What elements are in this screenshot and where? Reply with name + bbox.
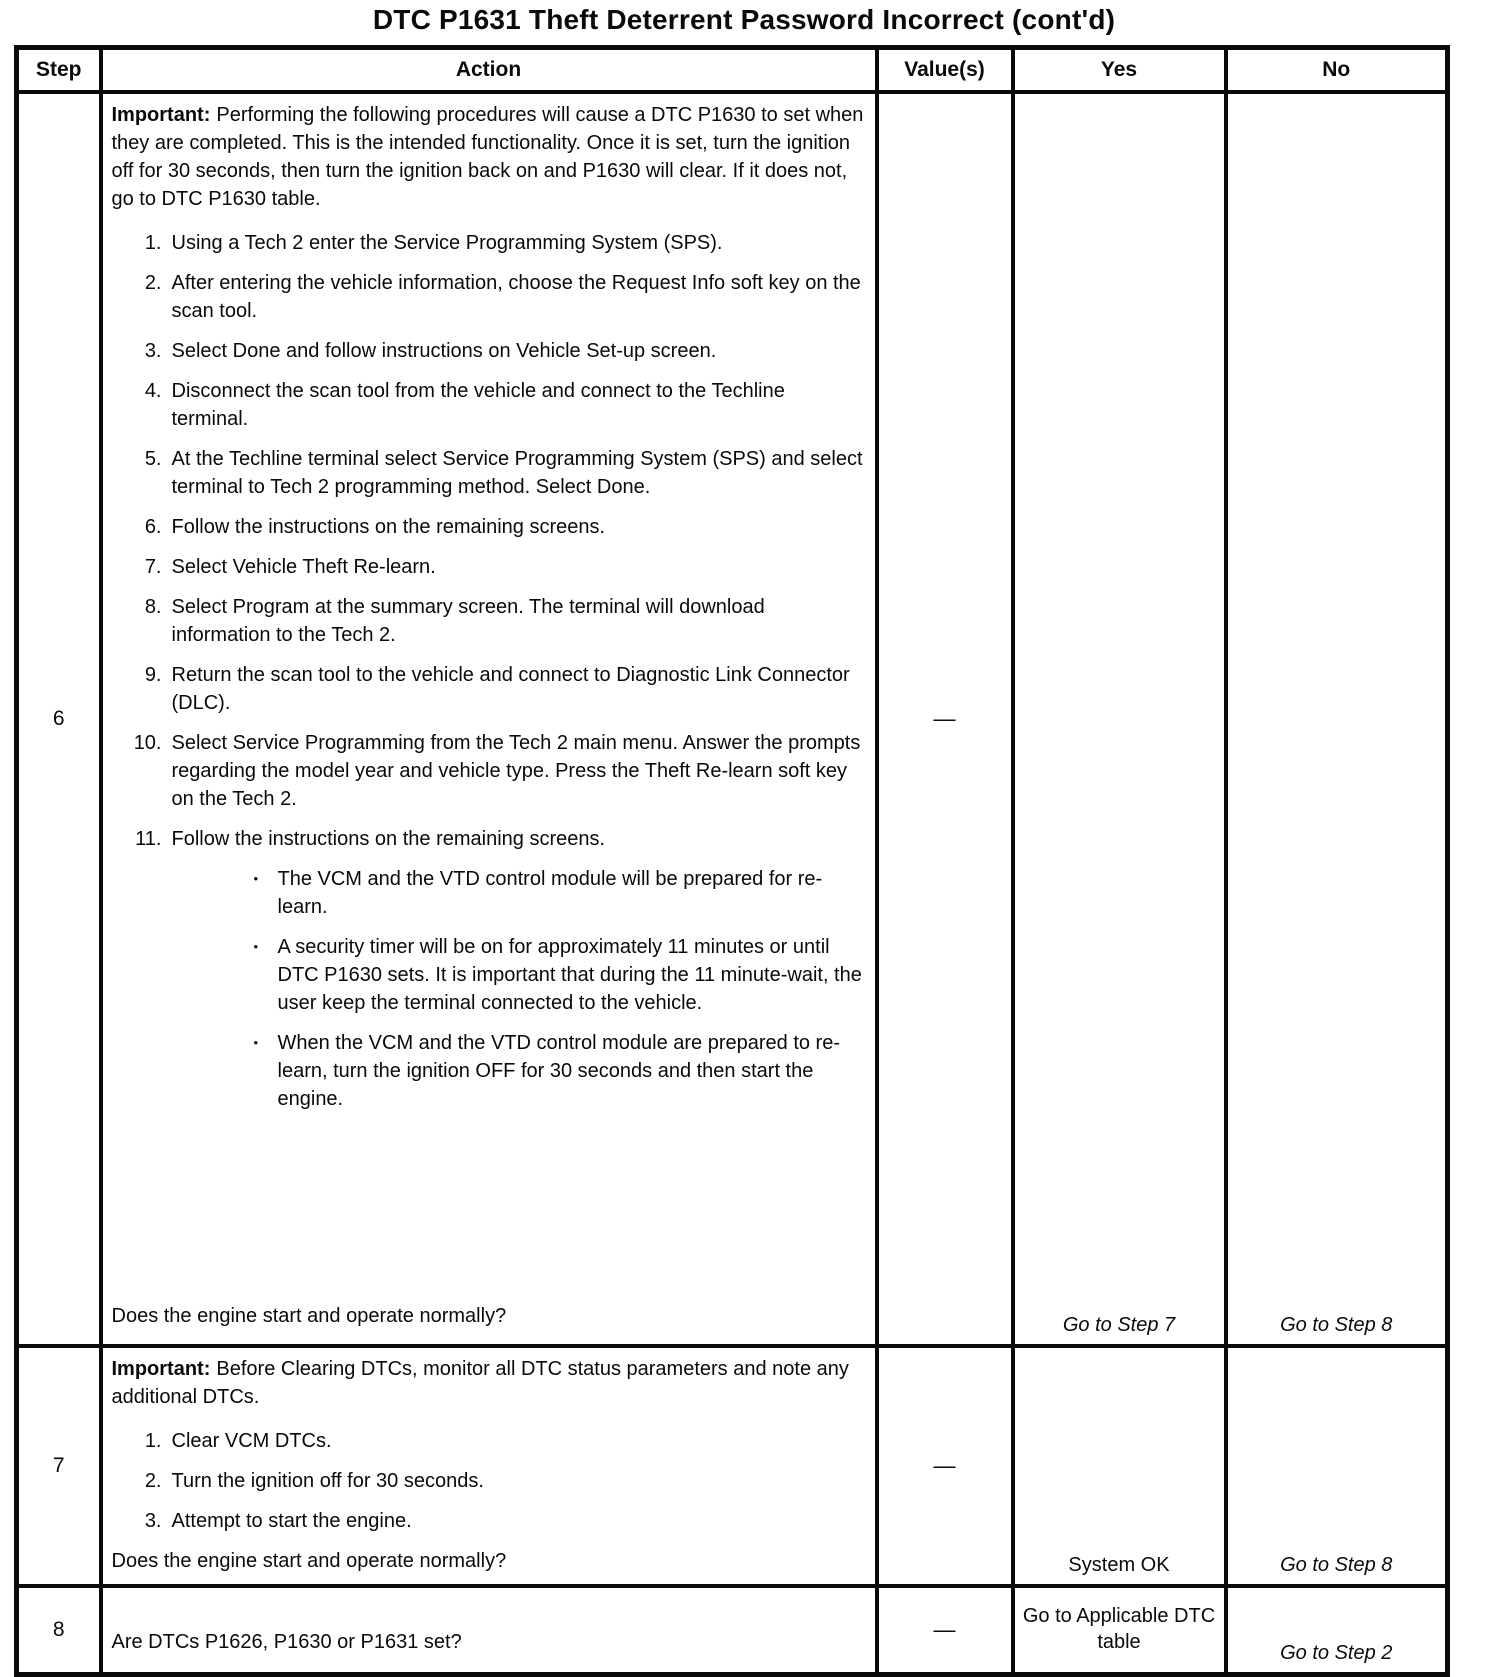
item-number: 1.: [144, 1430, 162, 1452]
item-text: Select Done and follow instructions on Vehicle Set-up screen.: [171, 340, 717, 362]
item-text: Attempt to start the engine.: [171, 1510, 412, 1532]
step-number: 7: [17, 1346, 101, 1586]
item-text: Disconnect the scan tool from the vehicle and connect to the Techline terminal.: [171, 380, 785, 430]
action-cell: [101, 1586, 877, 1675]
no-cell: [1226, 92, 1448, 1346]
item-text: Using a Tech 2 enter the Service Programming System (SPS).: [171, 232, 723, 254]
page-title: DTC P1631 Theft Deterrent Password Incorrect (cont'd): [372, 4, 1116, 35]
column-header-values: Value(s): [877, 48, 1013, 93]
yes-result: System OK: [1068, 1554, 1170, 1576]
table-row-step-7: [17, 1346, 1448, 1586]
table-row-step-8: [17, 1586, 1448, 1675]
numbered-item: [120, 445, 865, 501]
bullet-icon: •: [253, 871, 259, 886]
question-text: Does the engine start and operate normally?: [111, 1550, 507, 1572]
column-header-step: Step: [17, 48, 101, 93]
item-number: 2.: [144, 272, 162, 294]
item-text: Follow the instructions on the remaining screens.: [171, 516, 606, 538]
numbered-list: [120, 1427, 865, 1547]
item-number: 7.: [144, 556, 162, 578]
column-header-action: Action: [101, 48, 877, 93]
no-result: Go to Step 8: [1280, 1314, 1393, 1336]
yes-result: Go to Step 7: [1062, 1314, 1176, 1336]
bullet-text: When the VCM and the VTD control module are prepared to re-learn, turn the ignition OFF for 30 seconds and then start the engine.: [277, 1032, 840, 1110]
yes-result: Go to Applicable DTC table: [1022, 1605, 1216, 1653]
question-text: Does the engine start and operate normally?: [111, 1305, 507, 1327]
item-text: At the Techline terminal select Service Programming System (SPS) and select terminal to Tech 2 programming method. Select Done.: [171, 448, 863, 498]
yes-cell: [1013, 92, 1226, 1346]
item-text: Follow the instructions on the remaining screens.: [171, 828, 606, 850]
item-text: Turn the ignition off for 30 seconds.: [171, 1470, 484, 1492]
item-number: 2.: [144, 1470, 162, 1492]
bullet-item: [248, 1029, 865, 1113]
no-result: Go to Step 2: [1280, 1642, 1393, 1664]
numbered-item: [120, 1427, 865, 1455]
column-header-no: No: [1226, 48, 1448, 93]
action-cell: [101, 92, 877, 1346]
item-number: 10.: [133, 732, 162, 754]
item-number: 11.: [135, 828, 162, 850]
important-label: Important:: [111, 1358, 211, 1380]
column-header-yes: Yes: [1013, 48, 1226, 93]
numbered-list: [120, 229, 865, 1125]
yes-cell: [1013, 1586, 1226, 1675]
diagnostic-table: [14, 45, 1450, 1677]
numbered-item: [120, 1467, 865, 1495]
important-text: Before Clearing DTCs, monitor all DTC status parameters and note any additional DTCs.: [111, 1358, 849, 1408]
important-text: Performing the following procedures will cause a DTC P1630 to set when they are completed. This is the intended functionality. Once it is set, turn the ignition off for 30 seconds, then turn the ignition back on and P1630 will clear. If it does not, go to DTC P1630 table.: [111, 104, 864, 210]
numbered-item: [120, 825, 865, 853]
important-note: [112, 1355, 865, 1411]
value-dash: —: [933, 1453, 956, 1478]
header-row: [17, 48, 1448, 93]
item-text: Clear VCM DTCs.: [171, 1430, 332, 1452]
numbered-item: [120, 661, 865, 717]
value-cell: [877, 1586, 1013, 1675]
value-dash: —: [933, 706, 956, 731]
numbered-item: [120, 593, 865, 649]
value-cell: [877, 1346, 1013, 1586]
action-content: [103, 94, 875, 1334]
action-content: [103, 1588, 875, 1662]
item-number: 9.: [144, 664, 162, 686]
table-row-step-6: [17, 92, 1448, 1346]
numbered-item: [120, 1507, 865, 1535]
item-text: Select Service Programming from the Tech 2 main menu. Answer the prompts regarding the model year and vehicle type. Press the Theft Re-learn soft key on the Tech 2.: [171, 732, 861, 810]
important-note: [112, 101, 865, 213]
important-label: Important:: [111, 104, 211, 126]
bullet-list: [248, 865, 865, 1113]
no-cell: [1226, 1586, 1448, 1675]
numbered-item: [120, 553, 865, 581]
numbered-item: [120, 513, 865, 541]
action-content: [103, 1348, 875, 1574]
question-text: Are DTCs P1626, P1630 or P1631 set?: [111, 1631, 462, 1653]
item-text: Select Program at the summary screen. The terminal will download information to the Tech 2.: [171, 596, 765, 646]
item-text: Return the scan tool to the vehicle and connect to Diagnostic Link Connector (DLC).: [171, 664, 850, 714]
action-cell: [101, 1346, 877, 1586]
bullet-text: A security timer will be on for approximately 11 minutes or until DTC P1630 sets. It is important that during the 11 minute-wait, the user keep the terminal connected to the vehicle.: [277, 936, 862, 1014]
bullet-item: [248, 933, 865, 1017]
step-number: 6: [17, 92, 101, 1346]
value-cell: [877, 92, 1013, 1346]
item-number: 4.: [144, 380, 162, 402]
step-number: 8: [17, 1586, 101, 1675]
bullet-text: The VCM and the VTD control module will be prepared for re-learn.: [277, 868, 823, 918]
item-text: Select Vehicle Theft Re-learn.: [171, 556, 436, 578]
item-number: 8.: [144, 596, 162, 618]
yes-cell: [1013, 1346, 1226, 1586]
value-dash: —: [933, 1617, 956, 1642]
bullet-item: [248, 865, 865, 921]
item-number: 3.: [144, 340, 162, 362]
no-cell: [1226, 1346, 1448, 1586]
numbered-item: [120, 229, 865, 257]
item-number: 3.: [144, 1510, 162, 1532]
numbered-item: [120, 337, 865, 365]
no-result: Go to Step 8: [1280, 1554, 1393, 1576]
item-text: After entering the vehicle information, choose the Request Info soft key on the scan tool.: [171, 272, 861, 322]
bullet-icon: •: [253, 939, 259, 954]
numbered-item: [120, 377, 865, 433]
numbered-item: [120, 269, 865, 325]
item-number: 6.: [144, 516, 162, 538]
bullet-icon: •: [253, 1035, 259, 1050]
numbered-item: [120, 729, 865, 813]
item-number: 1.: [144, 232, 162, 254]
item-number: 5.: [144, 448, 162, 470]
